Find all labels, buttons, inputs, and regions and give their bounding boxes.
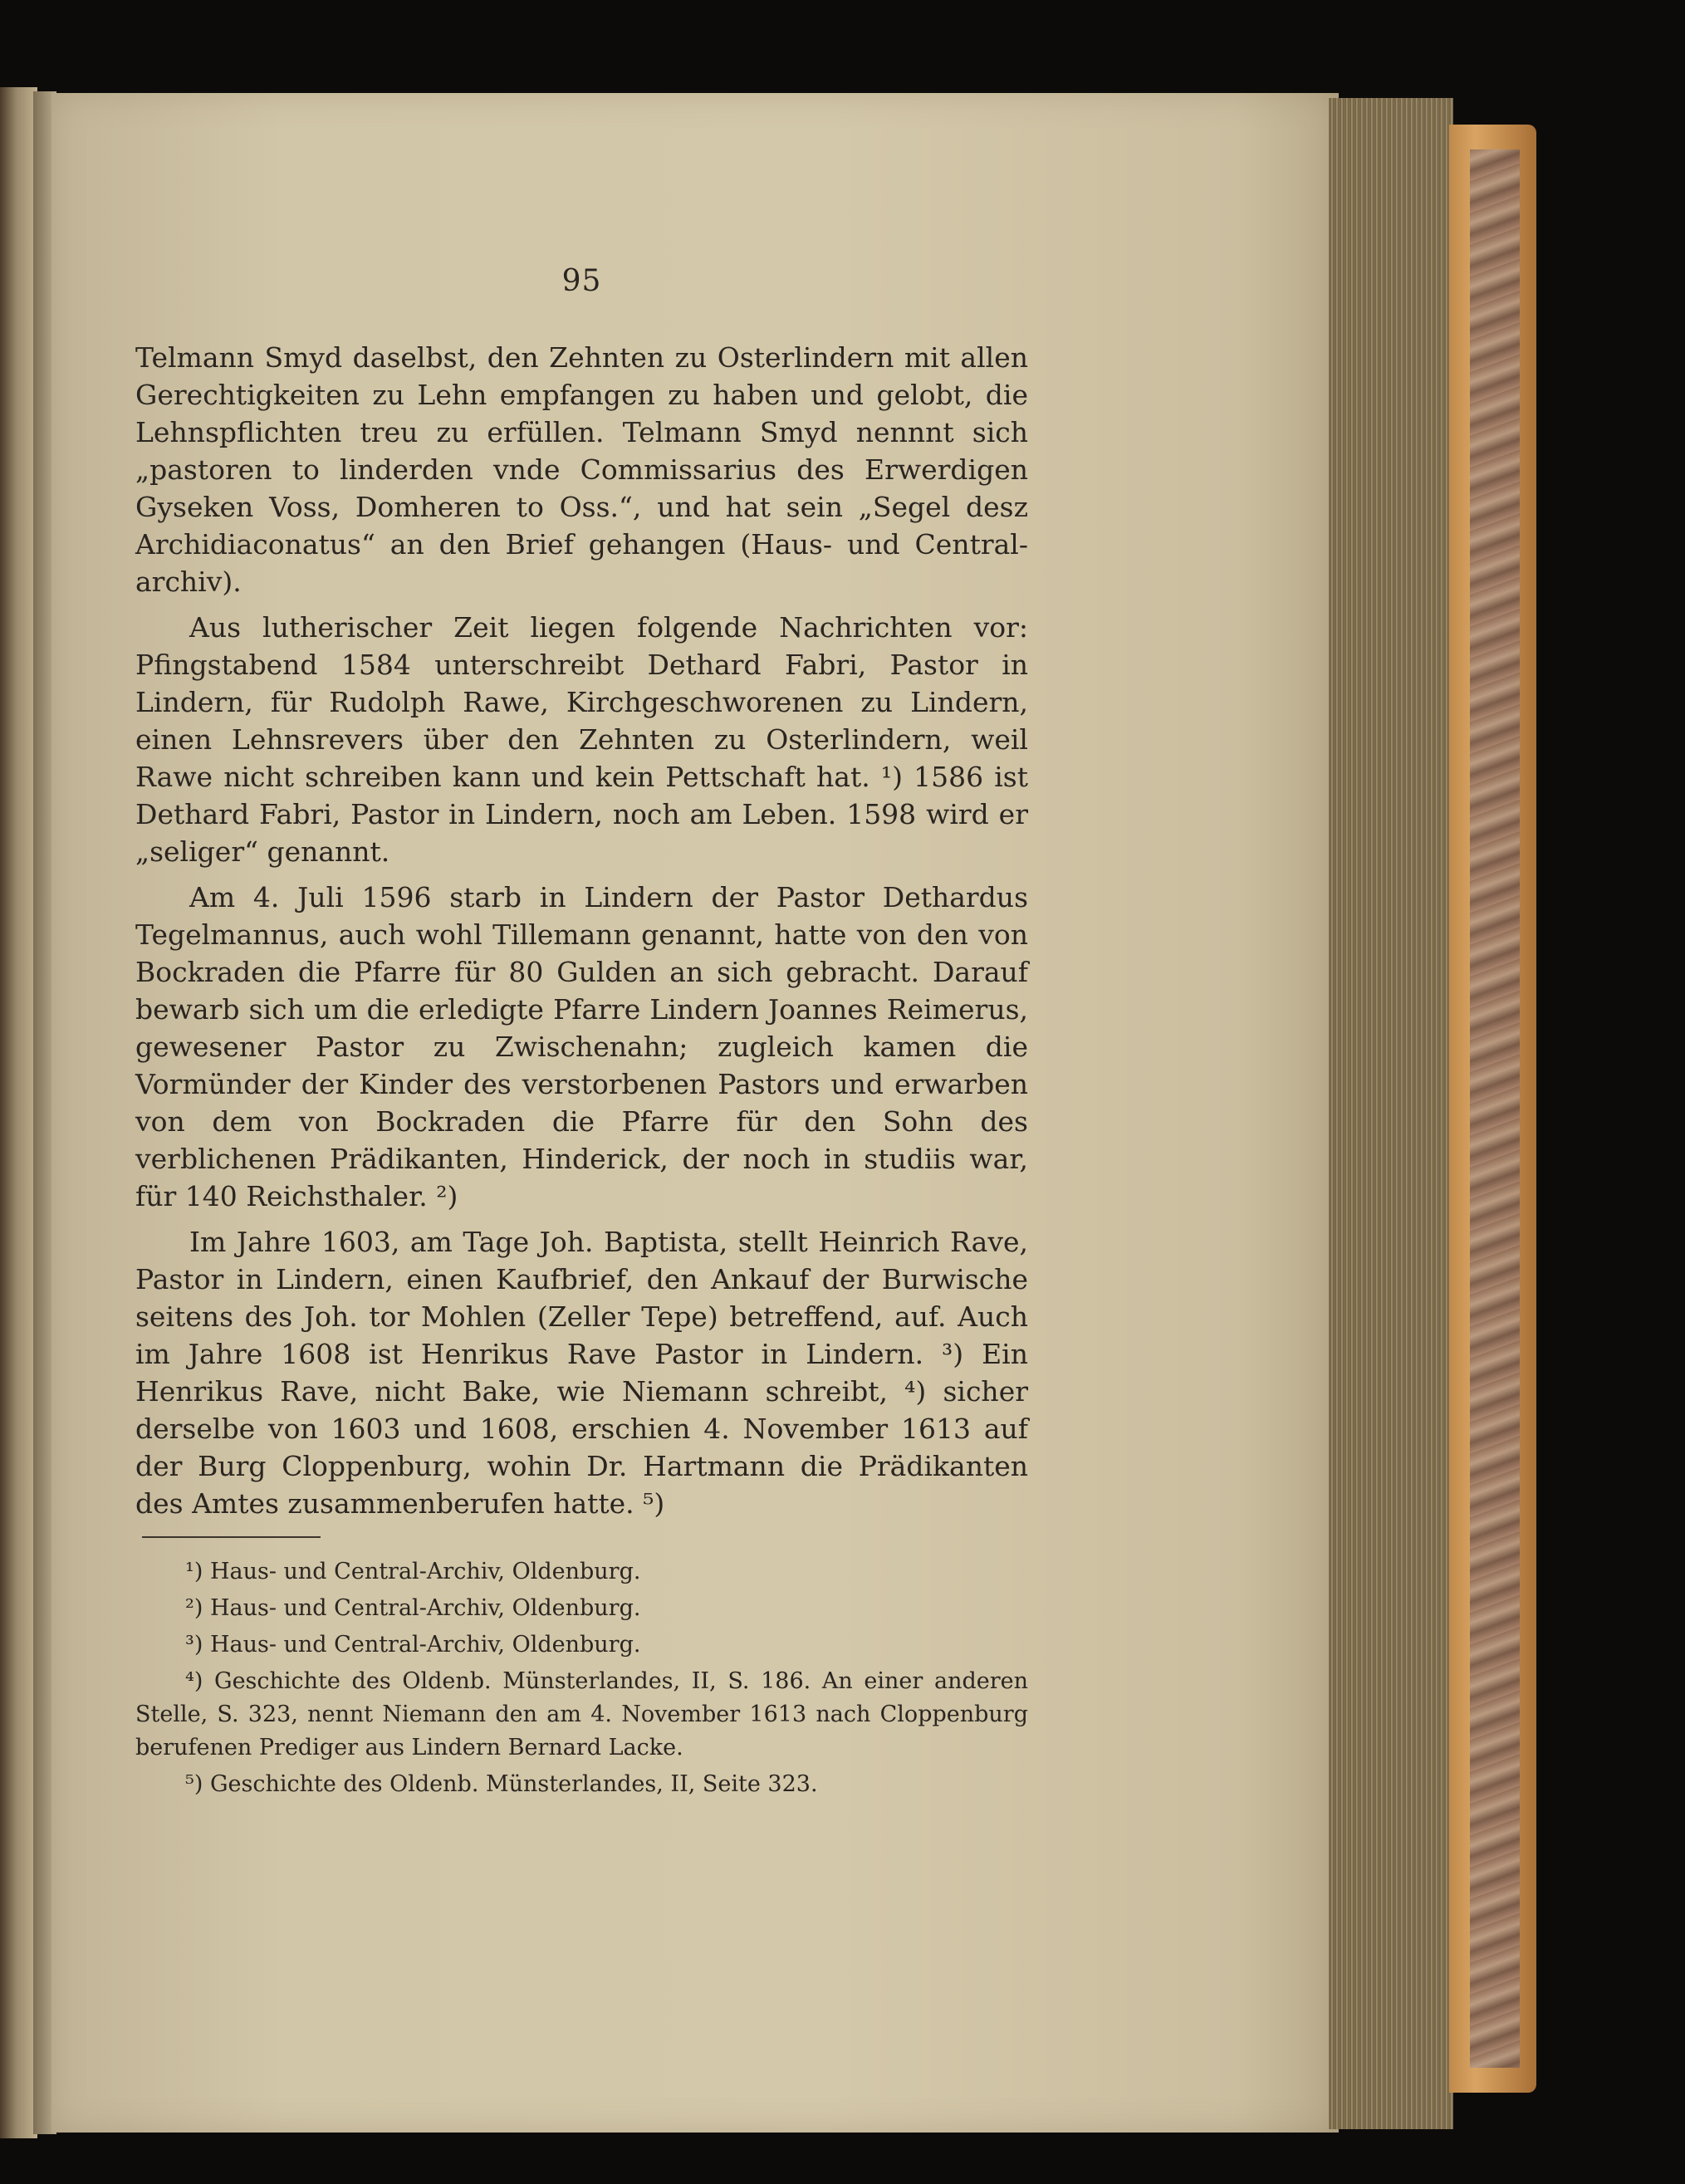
footnote: ³) Haus- und Central-Archiv, Oldenburg.: [185, 1632, 641, 1658]
page-number: 95: [561, 264, 602, 298]
marbled-endpaper: [1470, 149, 1520, 2068]
left-page-edge: [0, 87, 37, 2138]
footnote: ⁴) Geschichte des Oldenb. Münsterlandes, II, S. 186. An einer anderen Stelle, S. 323, nennt Niemann den am 4. November 1613 nach Cloppenburg berufenen Prediger aus Lindern Bernard Lacke.: [135, 1668, 1028, 1760]
paragraph: Aus lutherischer Zeit liegen folgende Nachrichten vor: Pfingstabend 1584 unterschreibt Dethard Fabri, Pastor in Lindern, für Rudolph Rawe, Kirchgeschworenen zu Lindern, einen Lehnsrevers über den Zehnten zu Osterlindern, weil Rawe nicht schreiben kann und kein Pettschaft hat. ¹) 1586 ist Dethard Fabri, Pastor in Lindern, noch am Leben. 1598 wird er „seliger“ genannt.: [135, 611, 1028, 868]
paragraph: Im Jahre 1603, am Tage Joh. Baptista, stellt Heinrich Rave, Pastor in Lindern, einen Kaufbrief, den Ankauf der Burwische seitens des Joh. tor Mohlen (Zeller Tepe) betreffend, auf. Auch im Jahre 1608 ist Henrikus Rave Pastor in Lindern. ³) Ein Henrikus Rave, nicht Bake, wie Niemann schreibt, ⁴) sicher derselbe von 1603 und 1608, erschien 4. November 1613 auf der Burg Cloppenburg, wohin Dr. Hartmann die Prädikanten des Amtes zusammenberufen hatte. ⁵): [135, 1226, 1028, 1520]
footnote-divider: [142, 1536, 321, 1538]
paragraph: Am 4. Juli 1596 starb in Lindern der Pastor Dethardus Tegelmannus, auch wohl Tillemann genannt, hatte von den von Bockraden die Pfarre für 80 Gulden an sich gebracht. Darauf bewarb sich um die erledigte Pfarre Lindern Joannes Reimerus, gewesener Pastor zu Zwischenahn; zugleich kamen die Vormünder der Kinder des verstorbenen Pastors und erwarben von dem von Bockraden die Pfarre für den Sohn des verblichenen Prädikanten, Hinderick, der noch in studiis war, für 140 Reichsthaler. ²): [135, 881, 1028, 1212]
footnote: ²) Haus- und Central-Archiv, Oldenburg.: [185, 1595, 641, 1621]
body-text: [135, 339, 1028, 1530]
footnotes: [135, 1555, 1028, 1804]
footnote: ⁵) Geschichte des Oldenb. Münsterlandes, II, Seite 323.: [185, 1771, 818, 1797]
paragraph: Telmann Smyd daselbst, den Zehnten zu Osterlindern mit allen Gerechtigkeiten zu Lehn empfangen zu haben und gelobt, die Lehnspflichten treu zu erfüllen. Telmann Smyd nennnt sich „pastoren to linderden vnde Commissarius des Erwerdigen Gyseken Voss, Domheren to Oss.“, und hat sein „Segel desz Archidiaconatus“ an den Brief gehangen (Haus- und Central-archiv).: [135, 341, 1028, 598]
footnote: ¹) Haus- und Central-Archiv, Oldenburg.: [185, 1559, 641, 1584]
page-block-edges: [1329, 98, 1453, 2129]
